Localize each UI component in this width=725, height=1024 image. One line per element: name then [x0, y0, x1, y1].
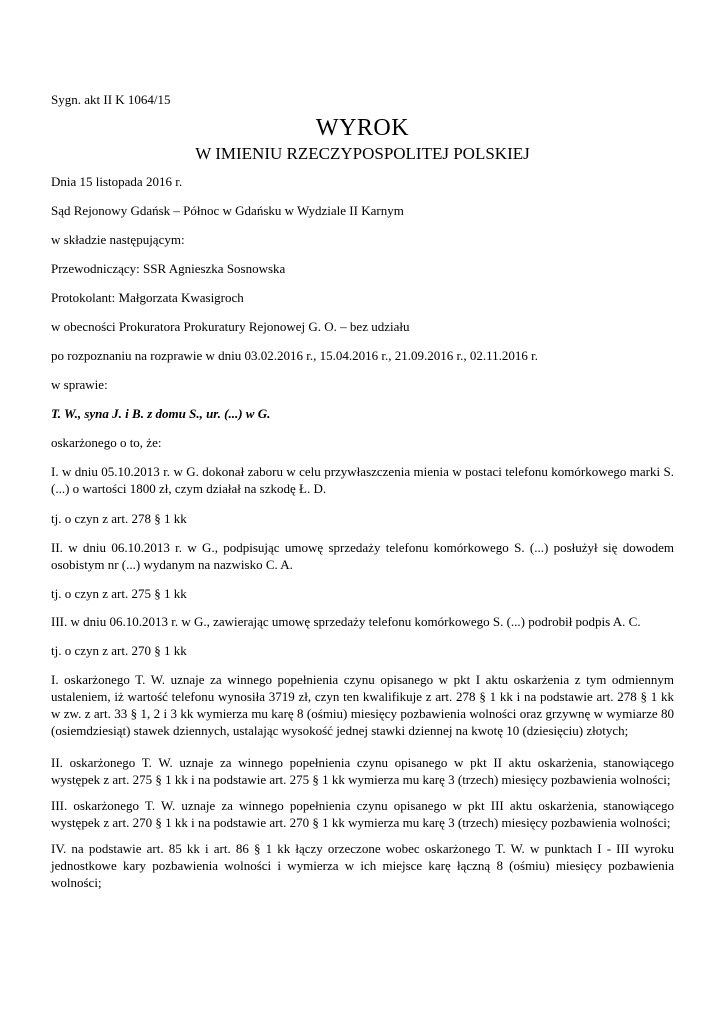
verdict-point-1: I. oskarżonego T. W. uznaje za winnego popełnienia czynu opisanego w pkt I aktu oskarżenia z tym odmiennym ustaleniem, iż wartość telefonu wynosiła 3719 zł, czyn ten kwalifikuje z art. 278 § 1 kk i na podstawie art. 278 § 1 kk w zw. z art. 33 § 1, 2 i 3 kk wymierza mu karę 8 (ośmiu) miesięcy pozbawienia wolności oraz grzywnę w wymiarze 80 (osiemdziesiąt) stawek dziennych, ustalając wysokość jednej stawki dziennej na kwotę 10 (dziesięciu) złotych; — [51, 672, 674, 738]
verdict-point-2: II. oskarżonego T. W. uznaje za winnego popełnienia czynu opisanego w pkt II aktu oskarżenia, stanowiącego występek z art. 275 § 1 kk i na podstawie art. 275 § 1 kk wymierza mu karę 3 (trzech) miesięcy pozbawienia wolności; — [51, 755, 674, 787]
accused-of-label: oskarżonego o to, że: — [51, 435, 162, 450]
hearing-dates: po rozpoznaniu na rozprawie w dniu 03.02.2016 r., 15.04.2016 r., 21.09.2016 r., 02.11.2016 r. — [51, 348, 538, 363]
charge-3: III. w dniu 06.10.2013 r. w G., zawierając umowę sprzedaży telefonu komórkowego S. (...) podrobił podpis A. C. — [51, 614, 641, 629]
charge-3-qualification: tj. o czyn z art. 270 § 1 kk — [51, 643, 187, 658]
composition-label: w składzie następującym: — [51, 232, 185, 247]
defendant-name: T. W., syna J. i B. z domu S., ur. (...) w G. — [51, 406, 271, 421]
document-subtitle: W IMIENIU RZECZYPOSPOLITEJ POLSKIEJ — [195, 144, 530, 163]
charge-2-qualification: tj. o czyn z art. 275 § 1 kk — [51, 586, 187, 601]
document-title: WYROK — [315, 115, 410, 141]
in-case-label: w sprawie: — [51, 377, 108, 392]
court-name: Sąd Rejonowy Gdańsk – Północ w Gdańsku w Wydziale II Karnym — [51, 203, 404, 218]
prosecutor-presence: w obecności Prokuratora Prokuratury Rejonowej G. O. – bez udziału — [51, 319, 410, 334]
presiding-judge: Przewodniczący: SSR Agnieszka Sosnowska — [51, 261, 286, 276]
verdict-point-3: III. oskarżonego T. W. uznaje za winnego popełnienia czynu opisanego w pkt III aktu oskarżenia, stanowiącego występek z art. 270 § 1 kk i na podstawie art. 270 § 1 kk wymierza mu karę 3 (trzech) miesięcy pozbawienia wolności; — [51, 798, 674, 830]
court-clerk: Protokolant: Małgorzata Kwasigroch — [51, 290, 244, 305]
charge-1-qualification: tj. o czyn z art. 278 § 1 kk — [51, 511, 187, 526]
verdict-point-4: IV. na podstawie art. 85 kk i art. 86 § 1 kk łączy orzeczone wobec oskarżonego T. W. w punktach I - III wyroku jednostkowe kary pozbawienia wolności i wymierza w ich miejsce karę łączną 8 (ośmiu) miesięcy pozbawienia wolności; — [51, 841, 674, 890]
judgment-date: Dnia 15 listopada 2016 r. — [51, 174, 183, 189]
case-number: Sygn. akt II K 1064/15 — [51, 92, 171, 107]
charge-2: II. w dniu 06.10.2013 r. w G., podpisując umowę sprzedaży telefonu komórkowego S. (...) posłużył się dowodem osobistym nr (...) wydanym na nazwisko C. A. — [51, 540, 674, 572]
charge-1: I. w dniu 05.10.2013 r. w G. dokonał zaboru w celu przywłaszczenia mienia w postaci telefonu komórkowego marki S. (...) o wartości 1800 zł, czym działał na szkodę Ł. D. — [51, 464, 674, 496]
